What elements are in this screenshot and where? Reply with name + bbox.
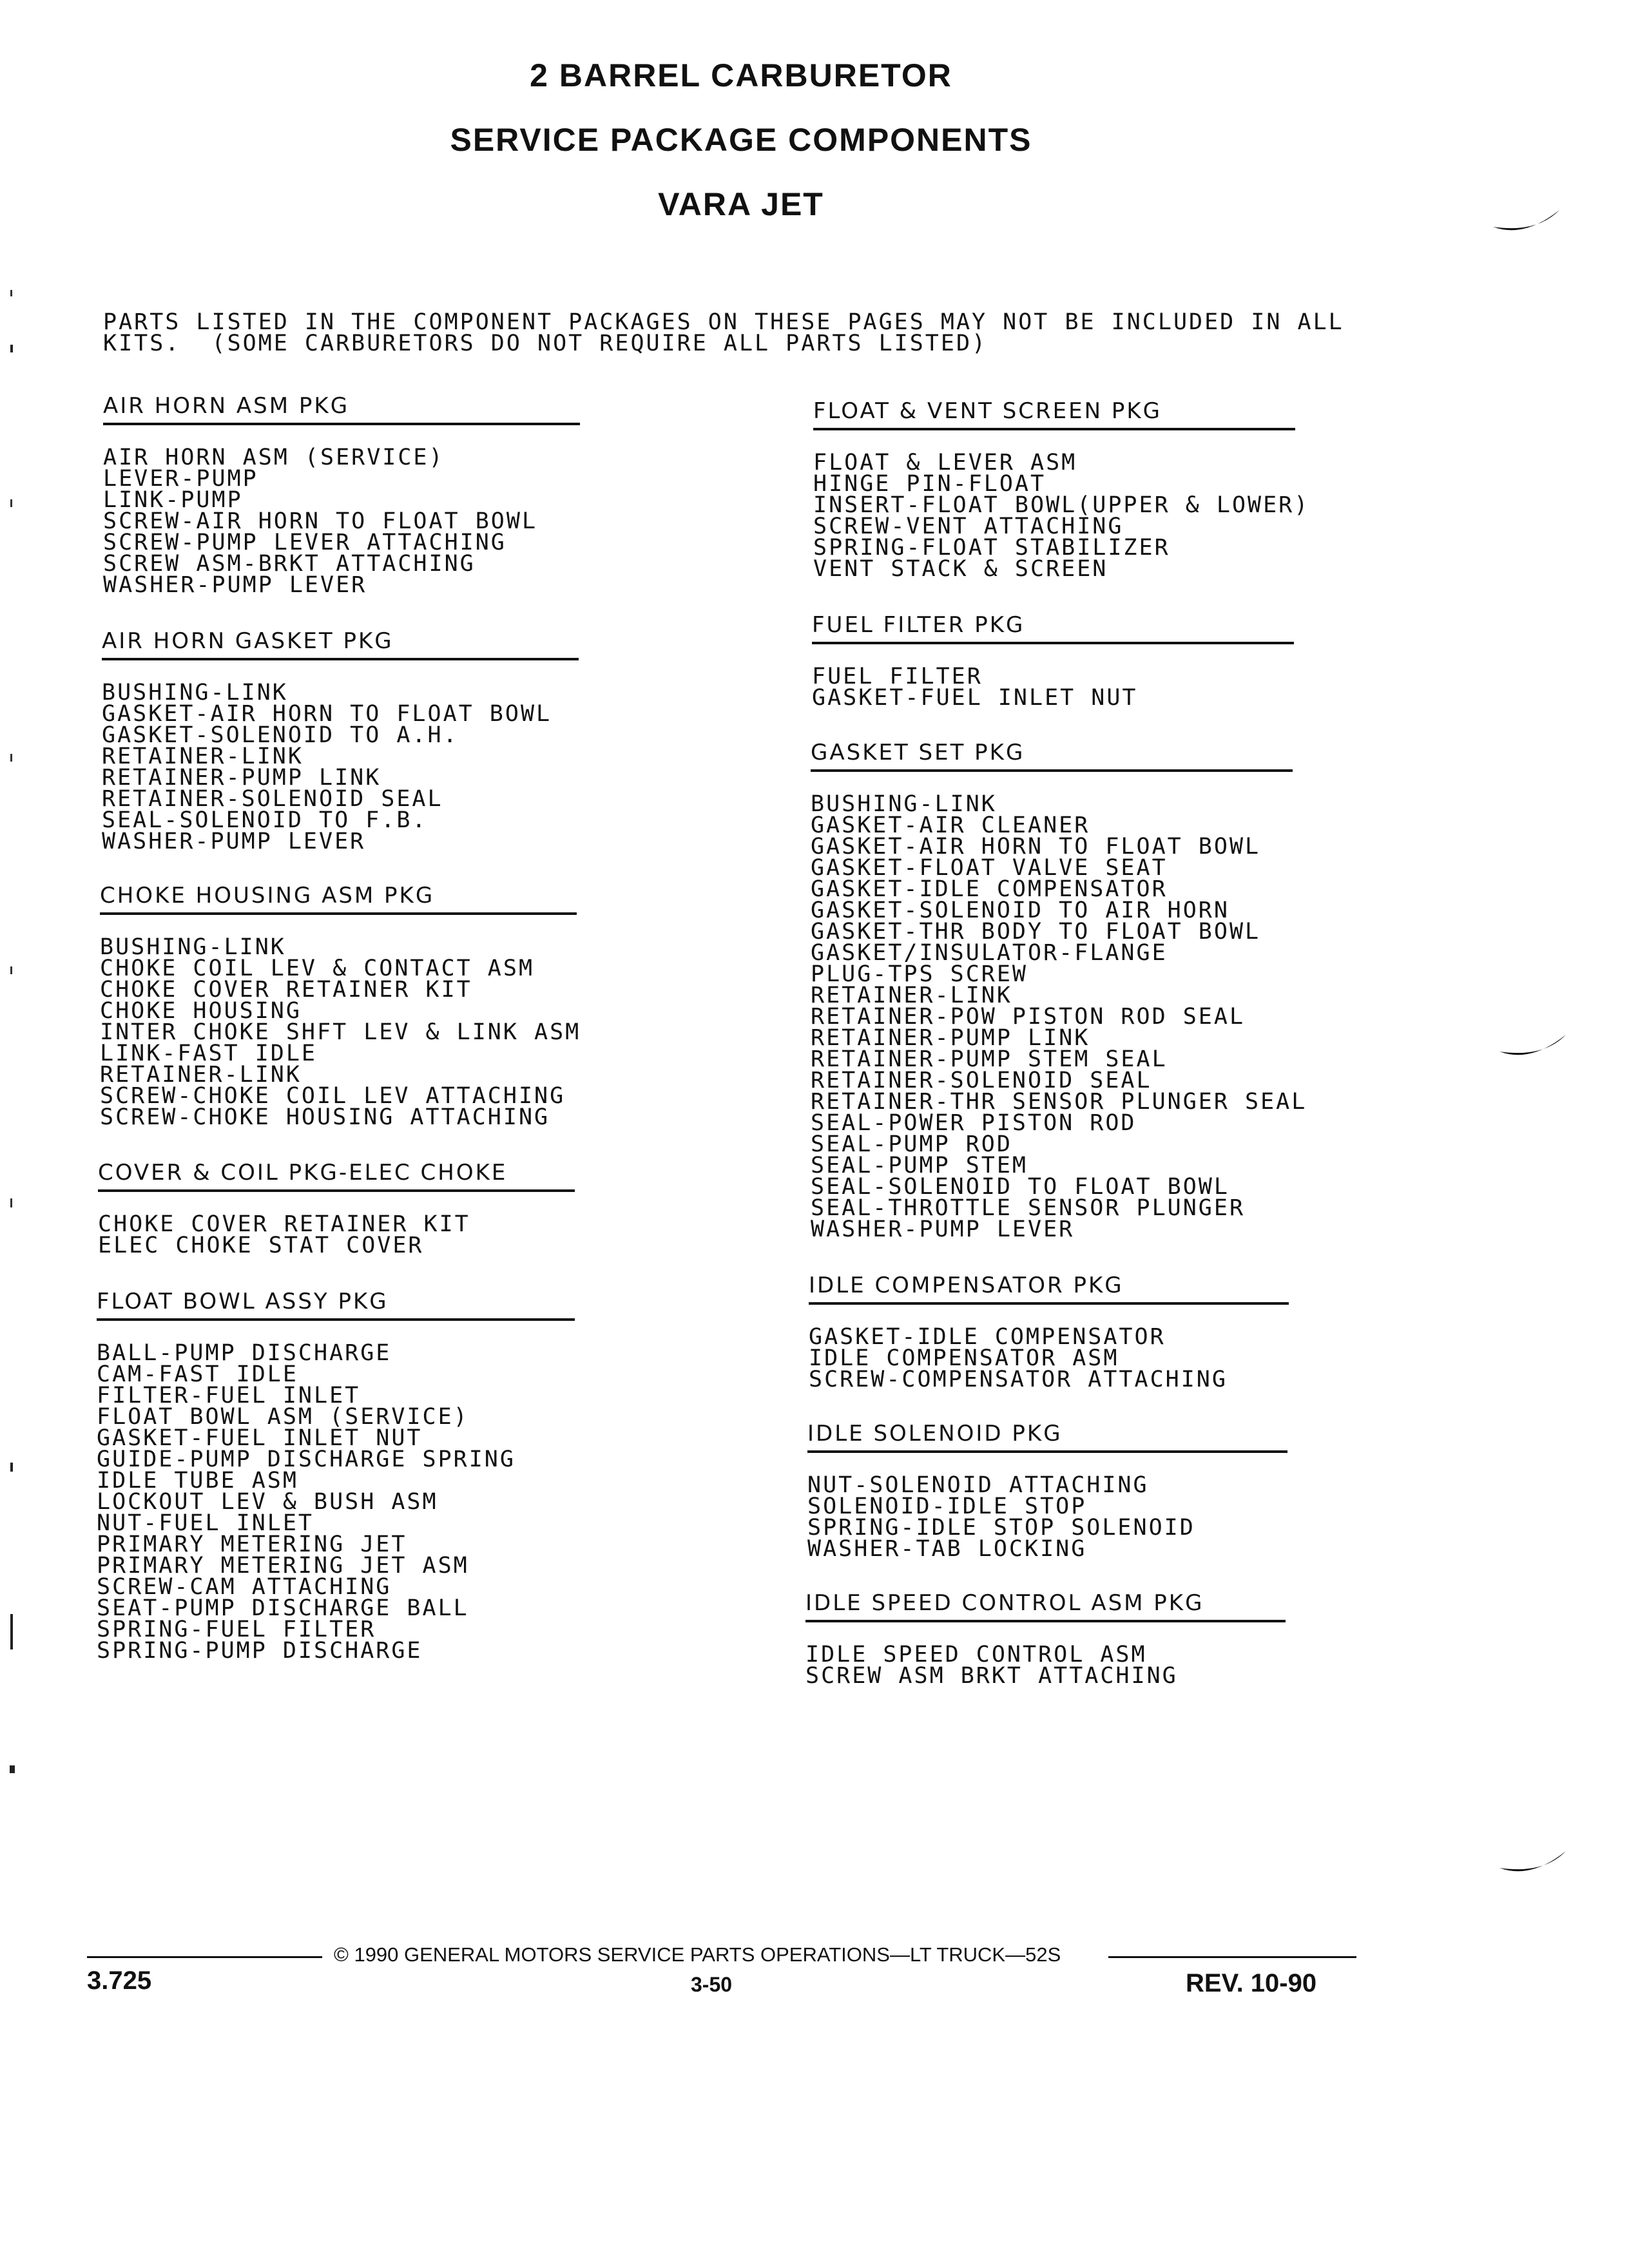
part-item-seal-power-piston-rod: SEAL-POWER PISTON ROD bbox=[811, 1110, 1137, 1136]
part-item-gasket-air-cleaner: GASKET-AIR CLEANER bbox=[811, 812, 1090, 838]
package-item-list bbox=[813, 450, 1310, 582]
part-item-idle-speed-control-asm: IDLE SPEED CONTROL ASM bbox=[805, 1642, 1147, 1667]
package-air-horn-asm bbox=[103, 393, 580, 596]
package-gasket-set bbox=[811, 740, 1307, 1242]
part-item-hinge-pin-float: HINGE PIN-FLOAT bbox=[813, 471, 1046, 497]
package-float-bowl-assy bbox=[97, 1289, 575, 1662]
part-item-guide-pump-discharge-spring: GUIDE-PUMP DISCHARGE SPRING bbox=[97, 1446, 516, 1472]
part-item-gasket-fuel-inlet-nut: GASKET-FUEL INLET NUT bbox=[812, 685, 1138, 711]
part-item-washer-pump-lever: WASHER-PUMP LEVER bbox=[102, 829, 366, 854]
part-item-vent-stack-screen: VENT STACK & SCREEN bbox=[813, 556, 1108, 582]
footer-page-number: 3-50 bbox=[691, 1973, 733, 1996]
document-title-line2: SERVICE PACKAGE COMPONENTS bbox=[450, 122, 1032, 158]
part-item-retainer-solenoid-seal: RETAINER-SOLENOID SEAL bbox=[102, 786, 443, 812]
scan-edge-marks bbox=[6, 284, 19, 1791]
part-item-retainer-thr-sensor-plunger-seal: RETAINER-THR SENSOR PLUNGER SEAL bbox=[811, 1089, 1307, 1115]
part-item-screw-asm-brkt-attaching: SCREW ASM-BRKT ATTACHING bbox=[103, 551, 476, 577]
part-item-nut-fuel-inlet: NUT-FUEL INLET bbox=[97, 1510, 314, 1536]
part-item-lever-pump: LEVER-PUMP bbox=[103, 466, 258, 492]
binder-mark-top bbox=[1492, 205, 1563, 244]
package-idle-compensator bbox=[809, 1273, 1289, 1390]
part-item-choke-cover-retainer-kit: CHOKE COVER RETAINER KIT bbox=[100, 977, 472, 1003]
package-air-horn-gasket bbox=[102, 628, 579, 852]
package-idle-speed-control-asm bbox=[805, 1590, 1286, 1687]
package-item-list bbox=[811, 791, 1307, 1242]
footer-rule-right bbox=[1108, 1956, 1356, 1958]
part-item-retainer-link: RETAINER-LINK bbox=[102, 744, 304, 769]
intro-note-line2: KITS. (SOME CARBURETORS DO NOT REQUIRE ALL PARTS LISTED) bbox=[103, 331, 988, 356]
package-heading: FLOAT & VENT SCREEN PKG bbox=[813, 398, 1295, 430]
part-item-idle-tube-asm: IDLE TUBE ASM bbox=[97, 1468, 298, 1494]
part-item-screw-air-horn-to-float-bowl: SCREW-AIR HORN TO FLOAT BOWL bbox=[103, 508, 538, 534]
part-item-retainer-pump-link: RETAINER-PUMP LINK bbox=[102, 765, 381, 791]
part-item-primary-metering-jet-asm: PRIMARY METERING JET ASM bbox=[97, 1553, 469, 1579]
package-heading: AIR HORN GASKET PKG bbox=[102, 628, 579, 660]
part-item-retainer-link: RETAINER-LINK bbox=[100, 1062, 302, 1088]
part-item-elec-choke-stat-cover: ELEC CHOKE STAT COVER bbox=[98, 1233, 424, 1258]
package-heading: AIR HORN ASM PKG bbox=[103, 393, 580, 425]
footer-section-number: 3.725 bbox=[87, 1966, 152, 1995]
package-float-vent-screen bbox=[813, 398, 1310, 582]
part-item-insert-float-bowl-upper-lower: INSERT-FLOAT BOWL(UPPER & LOWER) bbox=[813, 492, 1310, 518]
part-item-gasket-float-valve-seat: GASKET-FLOAT VALVE SEAT bbox=[811, 855, 1168, 881]
part-item-washer-pump-lever: WASHER-PUMP LEVER bbox=[103, 572, 367, 598]
part-item-choke-housing: CHOKE HOUSING bbox=[100, 998, 302, 1024]
package-heading: FLOAT BOWL ASSY PKG bbox=[97, 1289, 575, 1321]
part-item-seal-solenoid-to-f-b: SEAL-SOLENOID TO F.B. bbox=[102, 807, 428, 833]
part-item-gasket-fuel-inlet-nut: GASKET-FUEL INLET NUT bbox=[97, 1425, 423, 1451]
part-item-lockout-lev-bush-asm: LOCKOUT LEV & BUSH ASM bbox=[97, 1489, 438, 1515]
part-item-spring-float-stabilizer: SPRING-FLOAT STABILIZER bbox=[813, 535, 1170, 561]
part-item-retainer-link: RETAINER-LINK bbox=[811, 983, 1012, 1008]
package-fuel-filter bbox=[812, 612, 1294, 709]
package-heading: FUEL FILTER PKG bbox=[812, 612, 1294, 644]
package-item-list bbox=[97, 1340, 575, 1664]
part-item-washer-tab-locking: WASHER-TAB LOCKING bbox=[807, 1536, 1087, 1562]
document-title-line1: 2 BARREL CARBURETOR bbox=[530, 57, 952, 93]
part-item-spring-idle-stop-solenoid: SPRING-IDLE STOP SOLENOID bbox=[807, 1515, 1195, 1541]
part-item-primary-metering-jet: PRIMARY METERING JET bbox=[97, 1532, 407, 1557]
part-item-gasket-solenoid-to-air-horn: GASKET-SOLENOID TO AIR HORN bbox=[811, 898, 1229, 923]
part-item-seal-solenoid-to-float-bowl: SEAL-SOLENOID TO FLOAT BOWL bbox=[811, 1174, 1229, 1200]
part-item-gasket-idle-compensator: GASKET-IDLE COMPENSATOR bbox=[809, 1324, 1166, 1350]
part-item-gasket-insulator-flange: GASKET/INSULATOR-FLANGE bbox=[811, 940, 1168, 966]
part-item-nut-solenoid-attaching: NUT-SOLENOID ATTACHING bbox=[807, 1472, 1149, 1498]
package-item-list bbox=[809, 1324, 1289, 1392]
footer-revision: REV. 10-90 bbox=[1186, 1969, 1317, 1997]
package-item-list bbox=[805, 1644, 1286, 1687]
part-item-retainer-pow-piston-rod-seal: RETAINER-POW PISTON ROD SEAL bbox=[811, 1004, 1246, 1030]
footer-rule-left bbox=[87, 1956, 322, 1958]
part-item-gasket-idle-compensator: GASKET-IDLE COMPENSATOR bbox=[811, 876, 1168, 902]
part-item-gasket-solenoid-to-a-h: GASKET-SOLENOID TO A.H. bbox=[102, 722, 459, 748]
part-item-bushing-link: BUSHING-LINK bbox=[811, 791, 997, 817]
package-heading: IDLE COMPENSATOR PKG bbox=[809, 1273, 1289, 1305]
document-title-line3: VARA JET bbox=[658, 186, 824, 222]
part-item-link-pump: LINK-PUMP bbox=[103, 487, 243, 513]
package-choke-housing-asm bbox=[100, 883, 581, 1130]
part-item-gasket-thr-body-to-float-bowl: GASKET-THR BODY TO FLOAT BOWL bbox=[811, 919, 1261, 945]
part-item-seat-pump-discharge-ball: SEAT-PUMP DISCHARGE BALL bbox=[97, 1595, 469, 1621]
package-heading: COVER & COIL PKG-ELEC CHOKE bbox=[98, 1160, 575, 1192]
part-item-screw-choke-coil-lev-attaching: SCREW-CHOKE COIL LEV ATTACHING bbox=[100, 1083, 566, 1109]
part-item-choke-coil-lev-contact-asm: CHOKE COIL LEV & CONTACT ASM bbox=[100, 956, 535, 981]
binder-mark-bottom bbox=[1498, 1846, 1569, 1885]
part-item-bushing-link: BUSHING-LINK bbox=[102, 680, 288, 706]
part-item-filter-fuel-inlet: FILTER-FUEL INLET bbox=[97, 1383, 361, 1408]
package-cover-coil-elec-choke bbox=[98, 1160, 575, 1256]
package-item-list bbox=[807, 1472, 1287, 1562]
part-item-screw-asm-brkt-attaching: SCREW ASM BRKT ATTACHING bbox=[805, 1663, 1178, 1689]
footer-copyright: © 1990 GENERAL MOTORS SERVICE PARTS OPERATIONS—LT TRUCK—52S bbox=[334, 1943, 1061, 1966]
intro-note bbox=[103, 309, 1392, 356]
part-item-ball-pump-discharge: BALL-PUMP DISCHARGE bbox=[97, 1340, 392, 1366]
part-item-gasket-air-horn-to-float-bowl: GASKET-AIR HORN TO FLOAT BOWL bbox=[102, 701, 552, 727]
part-item-cam-fast-idle: CAM-FAST IDLE bbox=[97, 1361, 298, 1387]
part-item-spring-pump-discharge: SPRING-PUMP DISCHARGE bbox=[97, 1638, 423, 1664]
part-item-link-fast-idle: LINK-FAST IDLE bbox=[100, 1041, 318, 1066]
part-item-seal-throttle-sensor-plunger: SEAL-THROTTLE SENSOR PLUNGER bbox=[811, 1195, 1246, 1221]
package-item-list bbox=[103, 447, 580, 596]
package-item-list bbox=[100, 934, 581, 1130]
package-heading: GASKET SET PKG bbox=[811, 740, 1293, 772]
package-heading: IDLE SPEED CONTROL ASM PKG bbox=[805, 1590, 1286, 1622]
package-heading: CHOKE HOUSING ASM PKG bbox=[100, 883, 577, 915]
part-item-solenoid-idle-stop: SOLENOID-IDLE STOP bbox=[807, 1494, 1087, 1519]
part-item-plug-tps-screw: PLUG-TPS SCREW bbox=[811, 961, 1028, 987]
package-idle-solenoid bbox=[807, 1421, 1287, 1560]
part-item-retainer-pump-link: RETAINER-PUMP LINK bbox=[811, 1025, 1090, 1051]
package-item-list bbox=[102, 682, 579, 852]
part-item-screw-compensator-attaching: SCREW-COMPENSATOR ATTACHING bbox=[809, 1367, 1228, 1392]
intro-note-line1: PARTS LISTED IN THE COMPONENT PACKAGES ON THESE PAGES MAY NOT BE INCLUDED IN ALL bbox=[103, 309, 1344, 335]
part-item-seal-pump-rod: SEAL-PUMP ROD bbox=[811, 1131, 1012, 1157]
package-item-list bbox=[812, 666, 1294, 709]
part-item-fuel-filter: FUEL FILTER bbox=[812, 664, 983, 689]
part-item-screw-pump-lever-attaching: SCREW-PUMP LEVER ATTACHING bbox=[103, 530, 506, 555]
part-item-choke-cover-retainer-kit: CHOKE COVER RETAINER KIT bbox=[98, 1211, 470, 1237]
part-item-screw-vent-attaching: SCREW-VENT ATTACHING bbox=[813, 514, 1124, 539]
package-heading: IDLE SOLENOID PKG bbox=[807, 1421, 1287, 1453]
part-item-gasket-air-horn-to-float-bowl: GASKET-AIR HORN TO FLOAT BOWL bbox=[811, 834, 1261, 860]
part-item-retainer-solenoid-seal: RETAINER-SOLENOID SEAL bbox=[811, 1068, 1152, 1093]
part-item-screw-choke-housing-attaching: SCREW-CHOKE HOUSING ATTACHING bbox=[100, 1104, 550, 1130]
package-item-list bbox=[98, 1211, 575, 1258]
part-item-seal-pump-stem: SEAL-PUMP STEM bbox=[811, 1153, 1028, 1178]
part-item-washer-pump-lever: WASHER-PUMP LEVER bbox=[811, 1216, 1075, 1242]
part-item-spring-fuel-filter: SPRING-FUEL FILTER bbox=[97, 1617, 376, 1642]
part-item-bushing-link: BUSHING-LINK bbox=[100, 934, 286, 960]
part-item-float-bowl-asm-service: FLOAT BOWL ASM (SERVICE) bbox=[97, 1404, 469, 1430]
binder-mark-middle bbox=[1498, 1030, 1569, 1068]
part-item-retainer-pump-stem-seal: RETAINER-PUMP STEM SEAL bbox=[811, 1046, 1168, 1072]
part-item-air-horn-asm-service: AIR HORN ASM (SERVICE) bbox=[103, 445, 445, 470]
part-item-idle-compensator-asm: IDLE COMPENSATOR ASM bbox=[809, 1345, 1119, 1371]
part-item-screw-cam-attaching: SCREW-CAM ATTACHING bbox=[97, 1574, 392, 1600]
part-item-float-lever-asm: FLOAT & LEVER ASM bbox=[813, 450, 1077, 476]
part-item-inter-choke-shft-lev-link-asm: INTER CHOKE SHFT LEV & LINK ASM bbox=[100, 1019, 581, 1045]
